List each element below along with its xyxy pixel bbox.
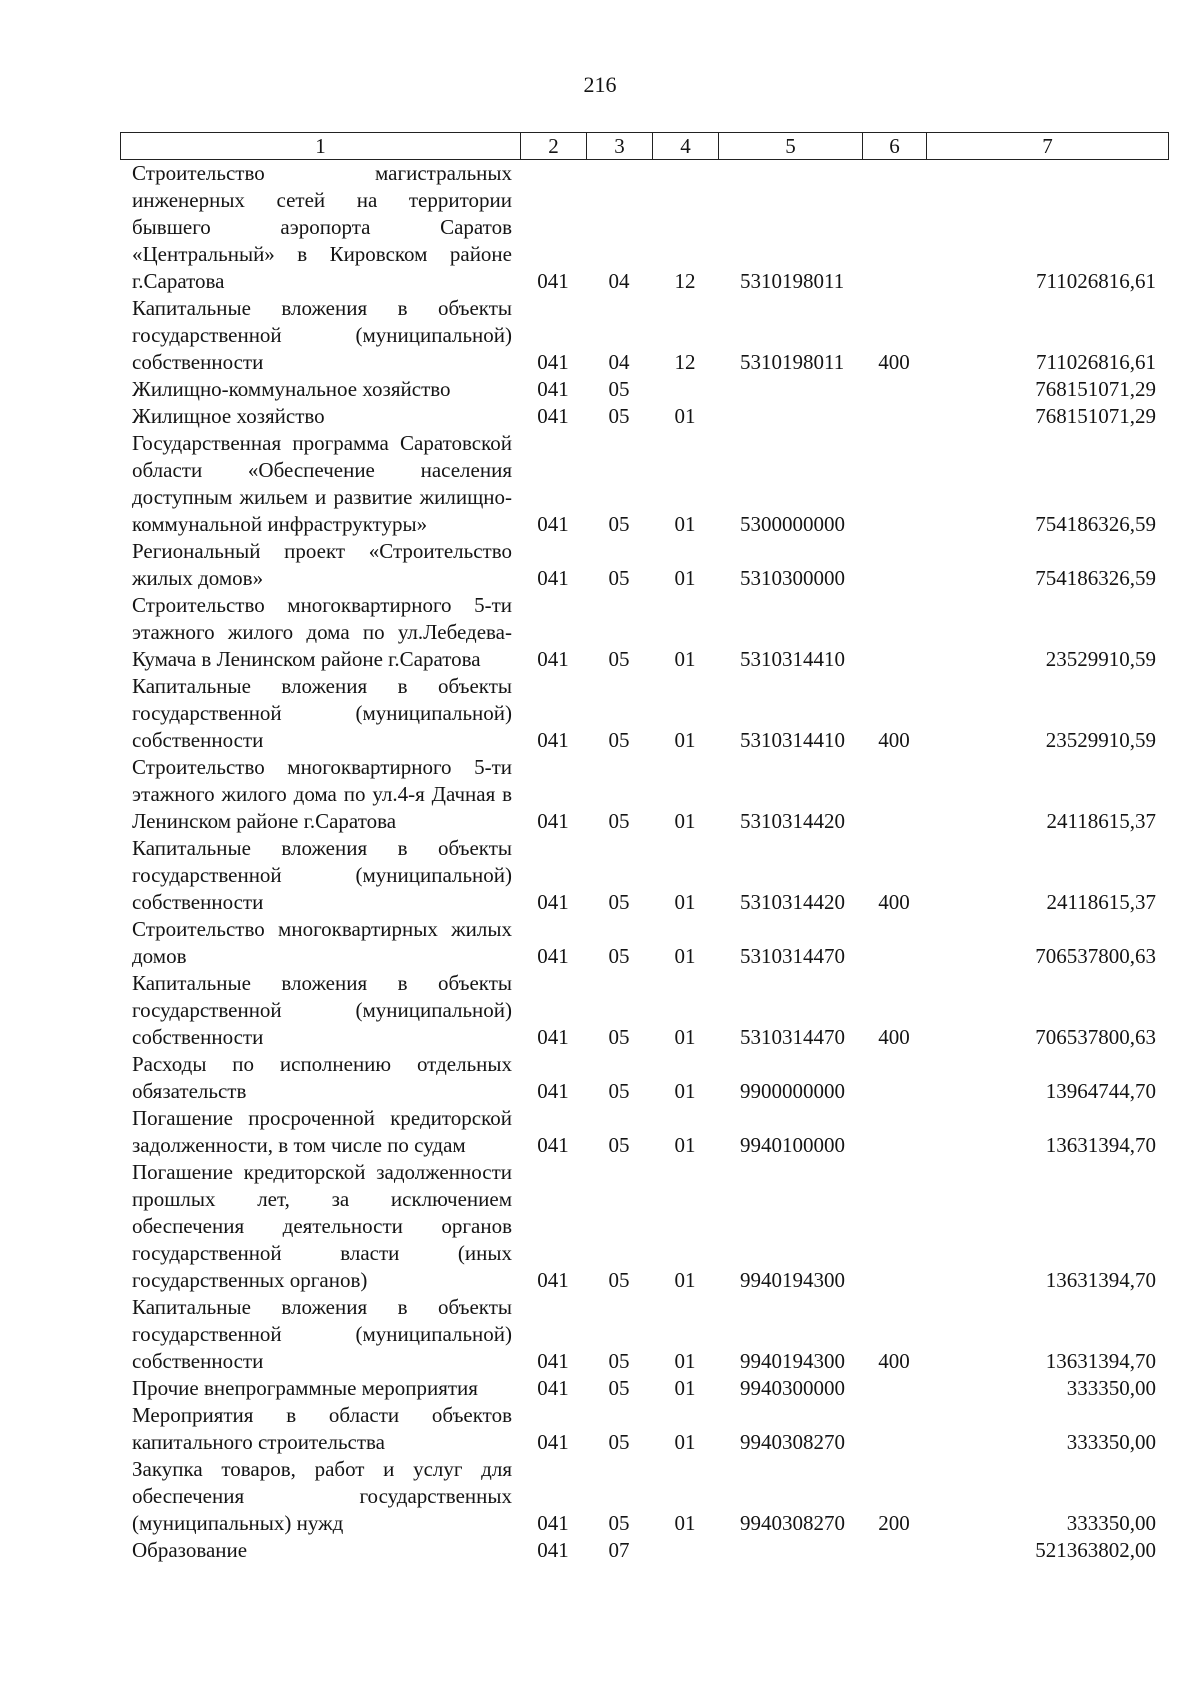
page-number: 216 xyxy=(583,72,617,97)
row-col-5: 5300000000 xyxy=(740,512,845,536)
row-col-5: 5310314410 xyxy=(740,728,845,752)
row-col-5 xyxy=(718,1537,862,1564)
row-name: Региональный проект «Строительство жилых домов» xyxy=(132,539,512,590)
row-col-2: 041 xyxy=(537,404,569,428)
row-name: Капитальные вложения в объекты государственной (муниципальной) собственности xyxy=(132,836,512,914)
row-col-6 xyxy=(862,916,926,970)
row-col-3: 05 xyxy=(608,728,630,752)
row-col-4: 01 xyxy=(674,1025,696,1049)
row-col-5: 5310314420 xyxy=(740,890,845,914)
table-row xyxy=(120,1537,1168,1564)
row-col-3: 05 xyxy=(608,1079,630,1103)
row-col-3: 05 xyxy=(608,377,630,401)
row-col-2: 041 xyxy=(537,1376,569,1400)
row-col-6 xyxy=(862,1537,926,1564)
row-col-4: 01 xyxy=(674,1430,696,1454)
table-row xyxy=(120,1051,1168,1105)
row-name: Капитальные вложения в объекты государственной (муниципальной) собственности xyxy=(132,1295,512,1373)
row-col-4: 01 xyxy=(674,1268,696,1292)
row-col-3: 04 xyxy=(608,350,630,374)
row-col-6 xyxy=(862,592,926,673)
row-col-6 xyxy=(862,754,926,835)
table-row xyxy=(120,916,1168,970)
table-row xyxy=(120,1375,1168,1402)
row-name: Государственная программа Саратовской области «Обеспечение населения доступным жильем и развитие жилищно-коммунальной инфраструктуры» xyxy=(132,431,512,536)
row-col-4: 01 xyxy=(674,944,696,968)
row-col-3: 05 xyxy=(608,1511,630,1535)
table-row xyxy=(120,376,1168,403)
row-col-4: 01 xyxy=(674,566,696,590)
row-col-4: 01 xyxy=(674,1376,696,1400)
row-name: Капитальные вложения в объекты государственной (муниципальной) собственности xyxy=(132,971,512,1049)
header-col-1: 1 xyxy=(121,133,521,160)
table-row xyxy=(120,295,1168,376)
row-amount: 333350,00 xyxy=(1066,1511,1156,1535)
row-col-2: 041 xyxy=(537,1538,569,1562)
row-col-3: 05 xyxy=(608,1430,630,1454)
row-col-3: 05 xyxy=(608,1349,630,1373)
row-col-3: 07 xyxy=(608,1538,630,1562)
row-col-6 xyxy=(862,1375,926,1402)
row-name: Прочие внепрограммные мероприятия xyxy=(132,1376,478,1400)
row-col-3: 05 xyxy=(608,404,630,428)
table-row xyxy=(120,835,1168,916)
row-amount: 23529910,59 xyxy=(1045,647,1156,671)
row-col-5: 9940300000 xyxy=(740,1376,845,1400)
row-col-2: 041 xyxy=(537,647,569,671)
table-row xyxy=(120,970,1168,1051)
row-amount: 13964744,70 xyxy=(1045,1079,1156,1103)
row-col-2: 041 xyxy=(537,1133,569,1157)
row-col-5: 9940194300 xyxy=(740,1349,845,1373)
row-name: Жилищно-коммунальное хозяйство xyxy=(132,377,451,401)
row-col-6: 400 xyxy=(878,350,910,374)
table-row xyxy=(120,1294,1168,1375)
row-col-4: 01 xyxy=(674,404,696,428)
header-col-4: 4 xyxy=(653,133,719,160)
row-name: Капитальные вложения в объекты государственной (муниципальной) собственности xyxy=(132,296,512,374)
table-row xyxy=(120,538,1168,592)
row-col-2: 041 xyxy=(537,377,569,401)
row-name: Расходы по исполнению отдельных обязательств xyxy=(132,1052,512,1103)
row-col-2: 041 xyxy=(537,269,569,293)
budget-table xyxy=(120,160,1168,1564)
row-col-2: 041 xyxy=(537,809,569,833)
table-row xyxy=(120,592,1168,673)
row-amount: 754186326,59 xyxy=(1035,512,1156,536)
row-col-6 xyxy=(862,403,926,430)
row-col-6: 400 xyxy=(878,728,910,752)
row-amount: 24118615,37 xyxy=(1046,809,1156,833)
row-name: Мероприятия в области объектов капитального строительства xyxy=(132,1403,512,1454)
row-amount: 521363802,00 xyxy=(1035,1538,1156,1562)
row-col-6 xyxy=(862,1402,926,1456)
table-row xyxy=(120,1456,1168,1537)
row-col-6: 400 xyxy=(878,890,910,914)
row-col-2: 041 xyxy=(537,728,569,752)
row-col-2: 041 xyxy=(537,890,569,914)
row-amount: 768151071,29 xyxy=(1035,377,1156,401)
row-col-5: 5310198011 xyxy=(740,269,845,293)
row-name: Строительство магистральных инженерных сетей на территории бывшего аэропорта Саратов «Центральный» в Кировском районе г.Саратова xyxy=(132,161,512,293)
row-col-6 xyxy=(862,430,926,538)
row-col-5: 5310314410 xyxy=(740,647,845,671)
row-col-6 xyxy=(862,538,926,592)
row-col-4: 01 xyxy=(674,647,696,671)
table-row xyxy=(120,160,1168,295)
table-row xyxy=(120,1402,1168,1456)
header-col-3: 3 xyxy=(587,133,653,160)
row-col-3: 05 xyxy=(608,1133,630,1157)
row-col-5: 5310300000 xyxy=(740,566,845,590)
row-amount: 23529910,59 xyxy=(1045,728,1156,752)
row-name: Капитальные вложения в объекты государственной (муниципальной) собственности xyxy=(132,674,512,752)
row-col-5: 5310314470 xyxy=(740,944,845,968)
row-amount: 13631394,70 xyxy=(1045,1268,1156,1292)
row-col-2: 041 xyxy=(537,350,569,374)
row-col-4: 01 xyxy=(674,1133,696,1157)
row-col-2: 041 xyxy=(537,1511,569,1535)
table-row xyxy=(120,754,1168,835)
row-col-4: 01 xyxy=(674,512,696,536)
row-col-5: 5310198011 xyxy=(740,350,845,374)
row-col-6: 400 xyxy=(878,1349,910,1373)
row-name: Погашение кредиторской задолженности прошлых лет, за исключением обеспечения деятельности органов государственной власти (иных государственных органов) xyxy=(132,1160,512,1292)
row-col-5: 5310314420 xyxy=(740,809,845,833)
row-col-6 xyxy=(862,376,926,403)
header-col-7: 7 xyxy=(927,133,1169,160)
row-col-4: 12 xyxy=(674,269,696,293)
row-col-2: 041 xyxy=(537,1079,569,1103)
row-name: Жилищное хозяйство xyxy=(132,404,325,428)
row-col-3: 05 xyxy=(608,647,630,671)
row-col-4: 01 xyxy=(674,890,696,914)
row-col-3: 05 xyxy=(608,512,630,536)
header-col-5: 5 xyxy=(719,133,863,160)
row-amount: 768151071,29 xyxy=(1035,404,1156,428)
row-col-5: 9940100000 xyxy=(740,1133,845,1157)
table-header xyxy=(120,132,1169,160)
row-col-5 xyxy=(718,403,862,430)
row-col-3: 05 xyxy=(608,809,630,833)
row-col-6 xyxy=(862,160,926,295)
row-amount: 711026816,61 xyxy=(1036,269,1156,293)
row-col-2: 041 xyxy=(537,512,569,536)
table-row xyxy=(120,430,1168,538)
table-row xyxy=(120,673,1168,754)
row-col-6 xyxy=(862,1159,926,1294)
row-col-6: 200 xyxy=(878,1511,910,1535)
row-col-5: 9940308270 xyxy=(740,1511,845,1535)
row-amount: 706537800,63 xyxy=(1035,944,1156,968)
row-col-2: 041 xyxy=(537,1430,569,1454)
row-col-2: 041 xyxy=(537,566,569,590)
table-row xyxy=(120,1105,1168,1159)
header-col-6: 6 xyxy=(863,133,927,160)
row-col-2: 041 xyxy=(537,944,569,968)
row-col-3: 04 xyxy=(608,269,630,293)
row-col-4: 01 xyxy=(674,1079,696,1103)
row-col-5: 5310314470 xyxy=(740,1025,845,1049)
row-name: Закупка товаров, работ и услуг для обеспечения государственных (муниципальных) нужд xyxy=(132,1457,512,1535)
table-row xyxy=(120,1159,1168,1294)
row-col-3: 05 xyxy=(608,890,630,914)
row-col-3: 05 xyxy=(608,944,630,968)
row-name: Строительство многоквартирного 5-ти этажного жилого дома по ул.4-я Дачная в Ленинском районе г.Саратова xyxy=(132,755,512,833)
row-amount: 711026816,61 xyxy=(1036,350,1156,374)
row-col-4 xyxy=(652,376,718,403)
row-col-4: 01 xyxy=(674,1349,696,1373)
row-amount: 706537800,63 xyxy=(1035,1025,1156,1049)
row-col-5: 9900000000 xyxy=(740,1079,845,1103)
row-name: Строительство многоквартирных жилых домов xyxy=(132,917,512,968)
row-col-5: 9940308270 xyxy=(740,1430,845,1454)
header-col-2: 2 xyxy=(521,133,587,160)
table-row xyxy=(120,403,1168,430)
row-amount: 333350,00 xyxy=(1066,1376,1156,1400)
row-col-6 xyxy=(862,1105,926,1159)
row-col-3: 05 xyxy=(608,566,630,590)
row-amount: 13631394,70 xyxy=(1045,1349,1156,1373)
row-col-4: 12 xyxy=(674,350,696,374)
row-col-2: 041 xyxy=(537,1268,569,1292)
row-col-6 xyxy=(862,1051,926,1105)
row-col-4: 01 xyxy=(674,728,696,752)
row-col-4: 01 xyxy=(674,809,696,833)
row-amount: 754186326,59 xyxy=(1035,566,1156,590)
row-name: Образование xyxy=(132,1538,248,1562)
row-name: Строительство многоквартирного 5-ти этажного жилого дома по ул.Лебедева-Кумача в Ленинском районе г.Саратова xyxy=(132,593,512,671)
row-col-4 xyxy=(652,1537,718,1564)
row-col-4: 01 xyxy=(674,1511,696,1535)
row-col-2: 041 xyxy=(537,1349,569,1373)
row-amount: 333350,00 xyxy=(1066,1430,1156,1454)
row-amount: 13631394,70 xyxy=(1045,1133,1156,1157)
row-name: Погашение просроченной кредиторской задолженности, в том числе по судам xyxy=(132,1106,512,1157)
row-col-3: 05 xyxy=(608,1025,630,1049)
row-col-5 xyxy=(718,376,862,403)
row-col-5: 9940194300 xyxy=(740,1268,845,1292)
header-row xyxy=(121,133,1169,160)
row-col-3: 05 xyxy=(608,1268,630,1292)
row-col-2: 041 xyxy=(537,1025,569,1049)
row-amount: 24118615,37 xyxy=(1046,890,1156,914)
row-col-6: 400 xyxy=(878,1025,910,1049)
row-col-3: 05 xyxy=(608,1376,630,1400)
